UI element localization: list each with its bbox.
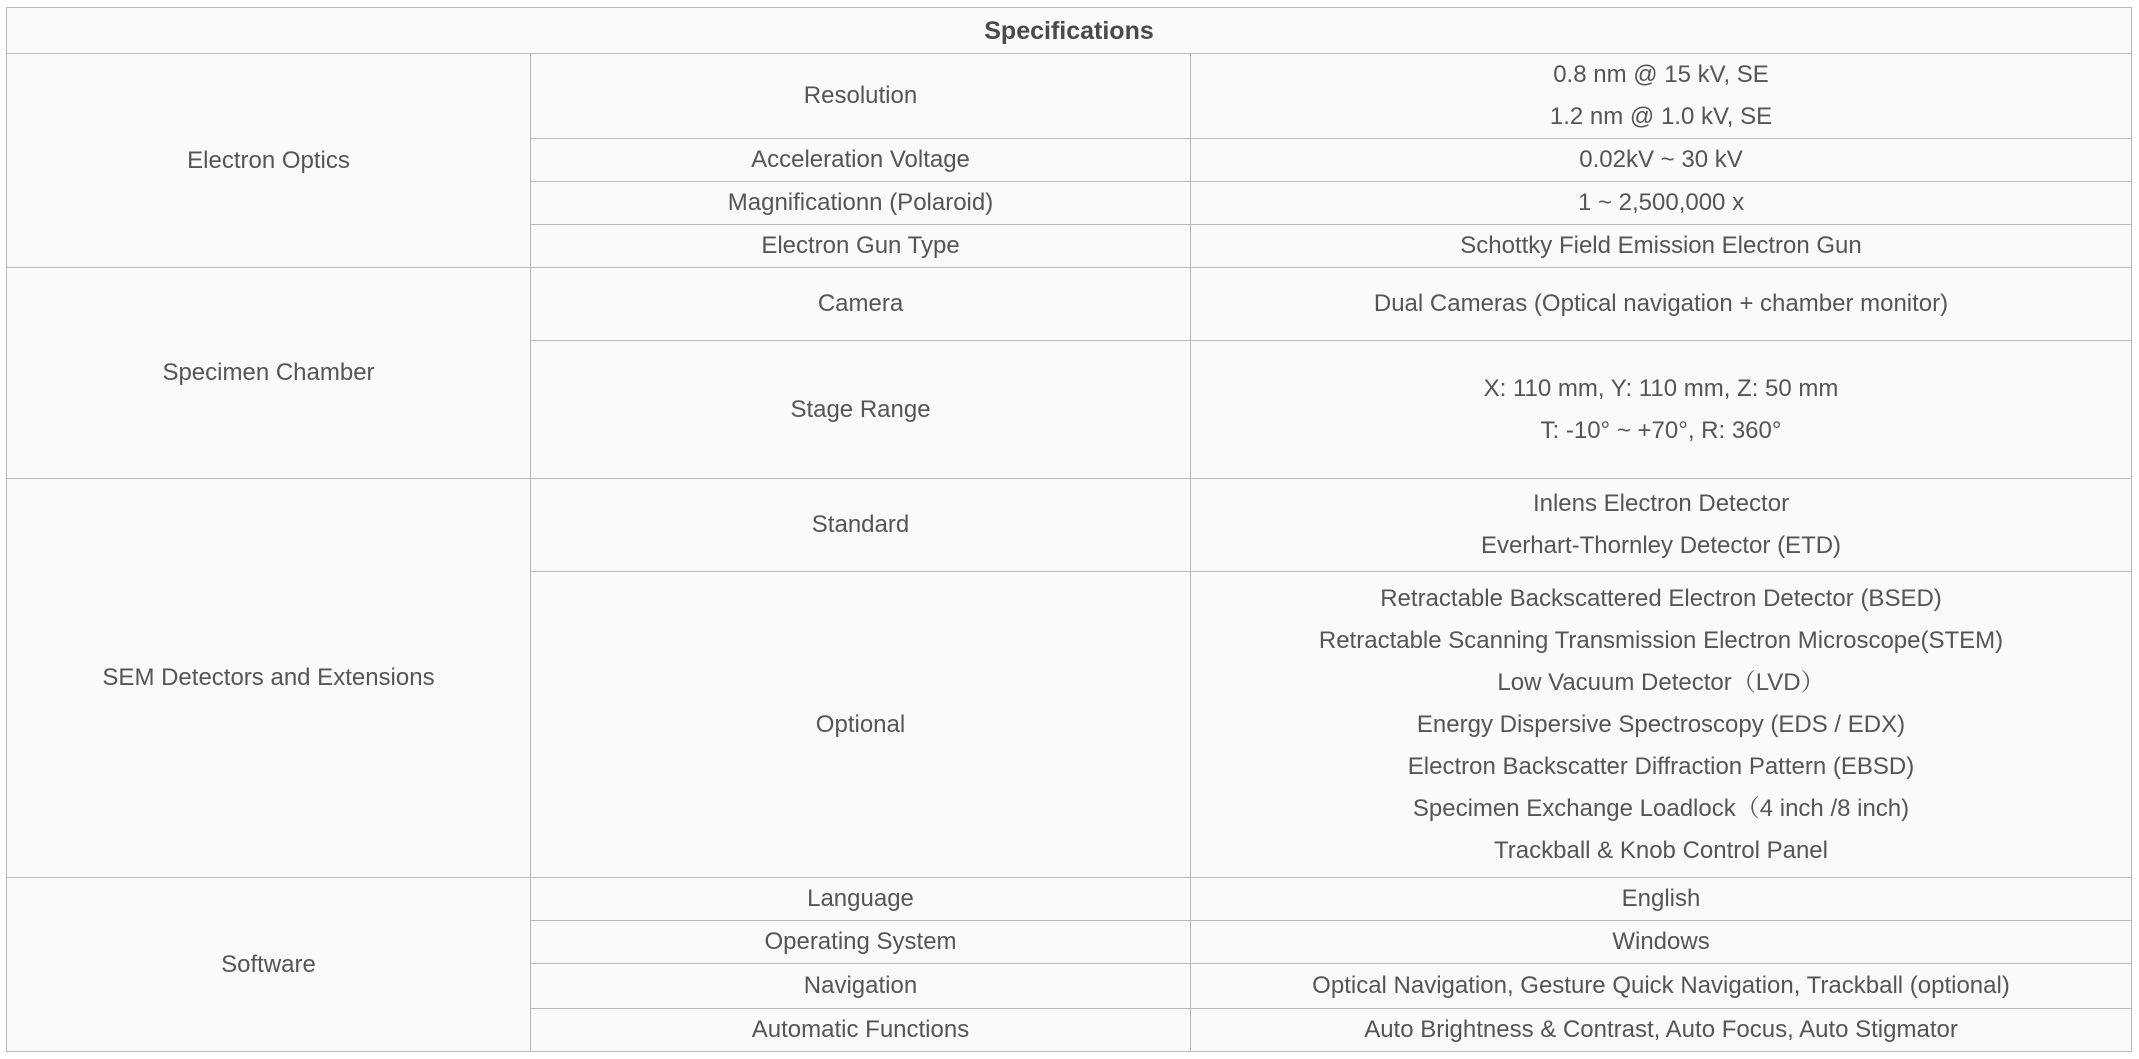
- value-line: Electron Backscatter Diffraction Pattern (EBSD): [1407, 752, 1915, 780]
- spec-value-navigation: Optical Navigation, Gesture Quick Navigation, Trackball (optional): [1191, 964, 2132, 1009]
- section-software: Software: [7, 878, 531, 1052]
- table-title: Specifications: [7, 8, 2132, 54]
- table-row: [7, 479, 2132, 572]
- spec-label-resolution: Resolution: [531, 54, 1191, 139]
- value-line: Specimen Exchange Loadlock（4 inch /8 inch): [1412, 794, 1910, 822]
- value-line: 1.2 nm @ 1.0 kV, SE: [1549, 103, 1773, 130]
- spec-label-electron-gun-type: Electron Gun Type: [531, 225, 1191, 268]
- spec-value-optional: [1191, 572, 2132, 878]
- spec-value-camera: Dual Cameras (Optical navigation + chamber monitor): [1191, 268, 2132, 341]
- value-line: Low Vacuum Detector（LVD）: [1497, 668, 1825, 696]
- section-sem-detectors: SEM Detectors and Extensions: [7, 479, 531, 878]
- spec-label-standard: Standard: [531, 479, 1191, 572]
- spec-label-acceleration-voltage: Acceleration Voltage: [531, 139, 1191, 182]
- table-row: [7, 54, 2132, 139]
- value-line: Retractable Scanning Transmission Electron Microscope(STEM): [1318, 626, 2004, 654]
- value-line: Retractable Backscattered Electron Detector (BSED): [1380, 584, 1942, 612]
- value-line: T: -10° ~ +70°, R: 360°: [1540, 416, 1782, 444]
- spec-value-magnification: 1 ~ 2,500,000 x: [1191, 182, 2132, 225]
- table-row: [7, 268, 2132, 341]
- spec-value-electron-gun-type: Schottky Field Emission Electron Gun: [1191, 225, 2132, 268]
- spec-label-language: Language: [531, 878, 1191, 921]
- spec-value-standard: [1191, 479, 2132, 572]
- value-line: Inlens Electron Detector: [1532, 490, 1790, 517]
- spec-value-automatic-functions: Auto Brightness & Contrast, Auto Focus, Auto Stigmator: [1191, 1009, 2132, 1052]
- value-line: X: 110 mm, Y: 110 mm, Z: 50 mm: [1483, 374, 1839, 402]
- spec-label-operating-system: Operating System: [531, 921, 1191, 964]
- specifications-table: [6, 7, 2132, 1052]
- section-electron-optics: Electron Optics: [7, 54, 531, 268]
- spec-label-camera: Camera: [531, 268, 1191, 341]
- value-line: 0.8 nm @ 15 kV, SE: [1553, 61, 1769, 88]
- spec-value-acceleration-voltage: 0.02kV ~ 30 kV: [1191, 139, 2132, 182]
- spec-value-resolution: [1191, 54, 2132, 139]
- spec-label-navigation: Navigation: [531, 964, 1191, 1009]
- spec-value-stage-range: [1191, 341, 2132, 479]
- spec-label-optional: Optional: [531, 572, 1191, 878]
- spec-value-language: English: [1191, 878, 2132, 921]
- table-header-row: [7, 8, 2132, 54]
- value-line: Trackball & Knob Control Panel: [1494, 836, 1828, 864]
- spec-value-operating-system: Windows: [1191, 921, 2132, 964]
- spec-label-magnification: Magnificationn (Polaroid): [531, 182, 1191, 225]
- section-specimen-chamber: Specimen Chamber: [7, 268, 531, 479]
- value-line: Energy Dispersive Spectroscopy (EDS / EDX): [1416, 710, 1906, 738]
- value-line: Everhart-Thornley Detector (ETD): [1480, 532, 1842, 559]
- spec-label-automatic-functions: Automatic Functions: [531, 1009, 1191, 1052]
- table-row: [7, 878, 2132, 921]
- spec-label-stage-range: Stage Range: [531, 341, 1191, 479]
